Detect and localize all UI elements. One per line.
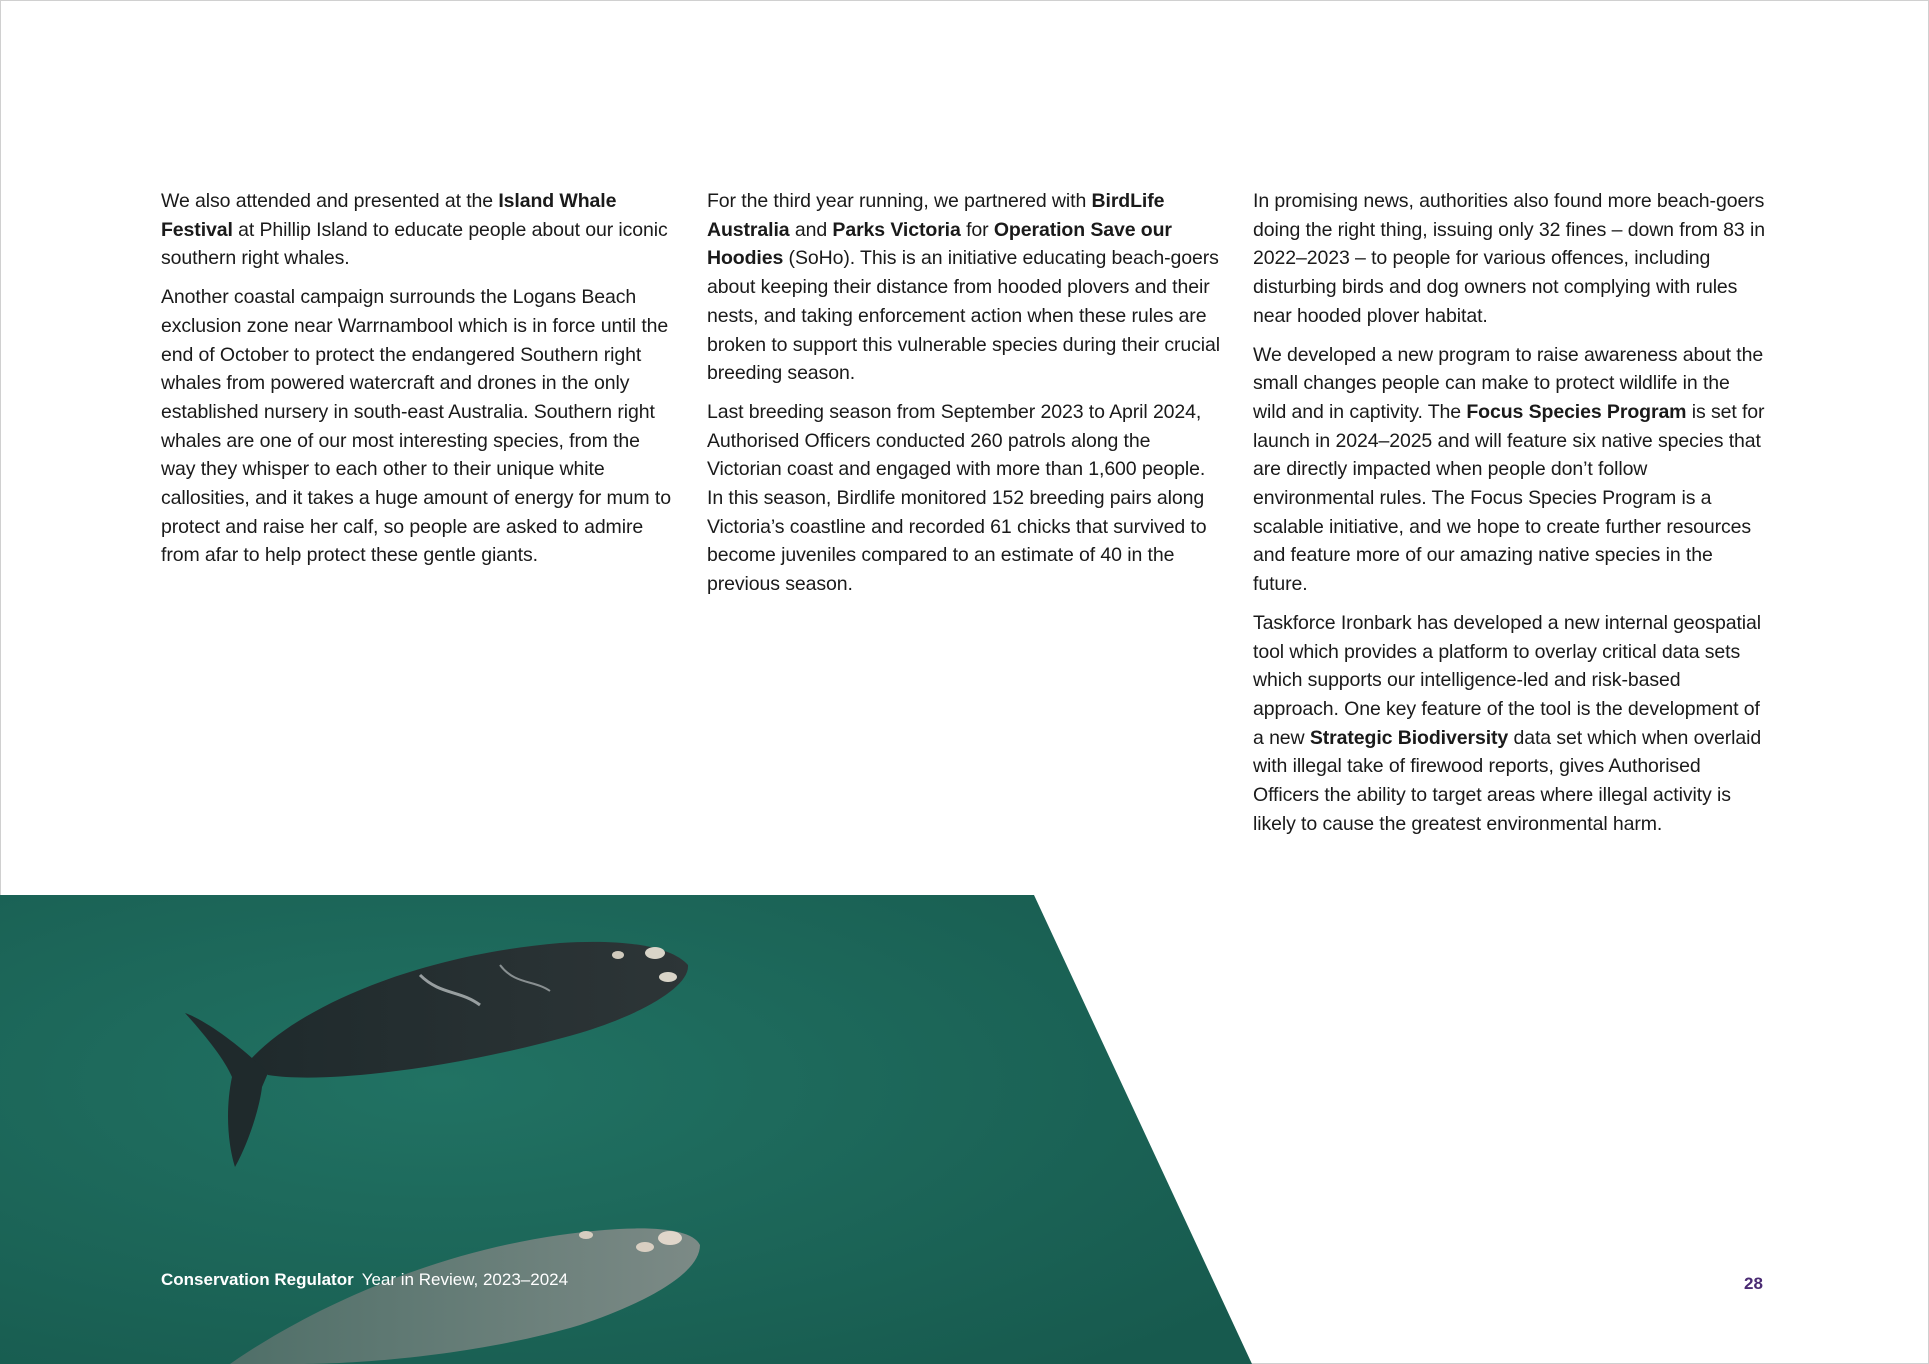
paragraph [707,187,1222,388]
paragraph [161,187,676,273]
page-number: 28 [1744,1274,1763,1293]
text-column-2 [707,187,1222,609]
text-run: data set which when overlaid with illegal take of firewood reports, gives Authorised Officers the ability to target areas where illegal activity is likely to cause the greatest environmental harm. [1253,726,1762,835]
footer-org-name: Conservation Regulator [161,1270,354,1289]
text-run: for [960,218,994,241]
text-run: We also attended and presented at the [161,190,499,212]
paragraph [1253,341,1768,599]
text-column-1 [161,187,676,580]
text-run: We developed a new program to raise awareness about the small changes people can make to protect wildlife in the wild and in captivity. The [1253,343,1764,423]
bold-text-run: BirdLife Australia [707,190,1165,241]
text-run: and [789,218,833,241]
paragraph [707,398,1222,599]
text-run: is set for launch in 2024–2025 and will feature six native species that are directly impacted when people don’t follow environmental rules. The Focus Species Program is a scalable initiative, and we hope to create further resources and feature more of our amazing native species in the future. [1253,400,1765,596]
footer-publication [161,1270,568,1290]
text-column-3 [1253,187,1768,848]
bold-text-run: Island Whale Festival [161,190,617,241]
footer-publication-title: Year in Review, 2023–2024 [361,1270,569,1289]
text-run: Last breeding season from September 2023 to April 2024, Authorised Officers conducted 260 patrols along the Victorian coast and engaged with more than 1,600 people. In this season, Birdlife monitored 152 breeding pairs along Victoria’s coastline and recorded 61 chicks that survived to become juveniles compared to an estimate of 40 in the previous season. [707,400,1207,596]
text-run: Taskforce Ironbark has developed a new internal geospatial tool which provides a platform to overlay critical data sets which supports our intelligence-led and risk-based approach. One key feature of the tool is the development of a new [1253,611,1762,749]
text-run: For the third year running, we partnered with [707,190,1092,212]
paragraph [161,283,676,570]
whales-aerial-photo [0,895,1260,1364]
bold-text-run: Operation Save our Hoodies [707,218,1172,270]
text-run: In promising news, authorities also found more beach-goers doing the right thing, issuing only 32 fines – down from 83 in 2022–2023 – to people for various offences, including disturbing birds and dog owners not complying with rules near hooded plover habitat. [1253,190,1765,327]
paragraph [1253,187,1768,331]
text-run: at Phillip Island to educate people about our iconic southern right whales. [161,218,668,270]
bold-text-run: Strategic Biodiversity [1309,726,1509,749]
paragraph [1253,609,1768,839]
text-run: Another coastal campaign surrounds the Logans Beach exclusion zone near Warrnambool which is in force until the end of October to protect the endangered Southern right whales from powered watercraft and drones in the only established nursery in south-east Australia. Southern right whales are one of our most interesting species, from the way they whisper to each other to their unique white callosities, and it takes a huge amount of energy for mum to protect and raise her calf, so people are asked to admire from afar to help protect these gentle giants. [161,286,671,567]
bold-text-run: Focus Species Program [1466,400,1687,423]
bold-text-run: Parks Victoria [832,218,961,241]
text-run: (SoHo). This is an initiative educating beach-goers about keeping their distance from hooded plovers and their nests, and taking enforcement action when these rules are broken to support this vulnerable species during their crucial breeding season. [707,247,1220,385]
